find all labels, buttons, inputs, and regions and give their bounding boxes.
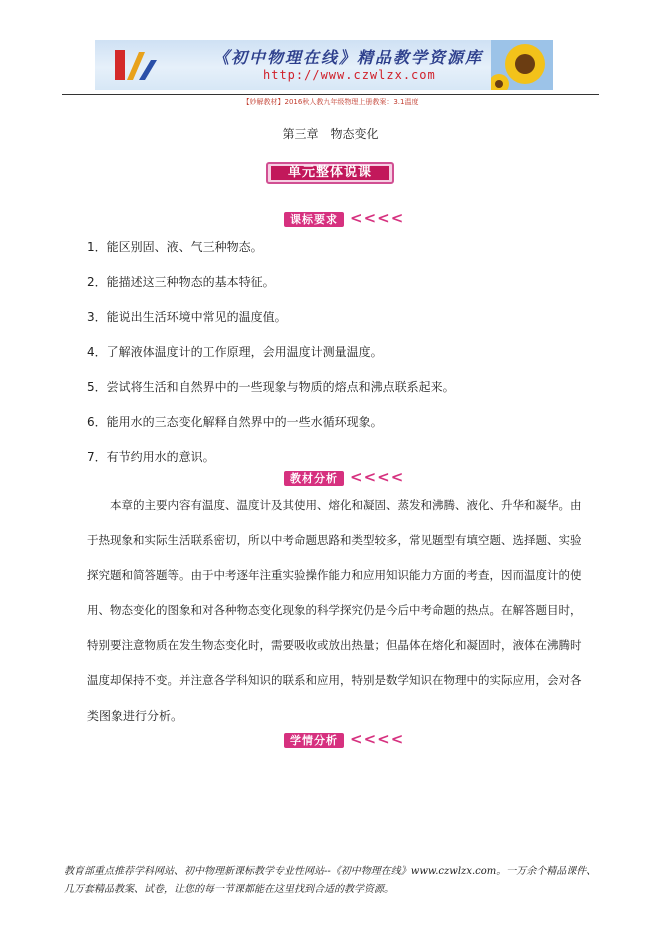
- analysis-line: 用、物态变化的图象和对各种物态变化现象的科学探究仍是今后中考命题的热点。在解答题目时，: [87, 603, 582, 617]
- chapter-heading: 第三章 物态变化: [282, 127, 379, 141]
- requirement-item: 4．了解液体温度计的工作原理，会用温度计测量温度。: [87, 345, 383, 359]
- requirement-item: 3．能说出生活环境中常见的温度值。: [87, 310, 287, 324]
- section-label-textbook: 教材分析: [284, 471, 344, 486]
- chevrons-icon: <<<<: [350, 468, 405, 486]
- section-label-students: 学情分析: [284, 733, 344, 748]
- header-divider: [62, 94, 599, 95]
- analysis-line: 于热现象和实际生活联系密切，所以中考命题思路和类型较多，常见题型有填空题、选择题、实验: [87, 533, 582, 547]
- requirement-item: 7．有节约用水的意识。: [87, 450, 215, 464]
- footer-line: 教育部重点推荐学科网站、初中物理新课标教学专业性网站--《初中物理在线》www.czwlzx.com。一万余个精品课件、: [64, 866, 597, 877]
- chevrons-icon: <<<<: [350, 209, 405, 227]
- header-banner: [95, 40, 553, 90]
- analysis-line: 类图象进行分析。: [87, 709, 184, 723]
- unit-overview-label: 单元整体说课: [271, 166, 389, 180]
- footer-line: 几万套精品教案、试卷，让您的每一节课都能在这里找到合适的教学资源。: [64, 884, 394, 895]
- analysis-line: 温度却保持不变。并注意各学科知识的联系和应用，特别是数学知识在物理中的实际应用，会对各: [87, 673, 582, 687]
- sunflower-icon: [491, 40, 553, 90]
- requirement-item: 2．能描述这三种物态的基本特征。: [87, 275, 275, 289]
- banner-title: 《初中物理在线》精品教学资源库: [213, 48, 484, 67]
- document-title: 【妙解教材】2016秋人教九年级物理上册教案：3.1温度: [242, 98, 419, 106]
- requirement-item: 5．尝试将生活和自然界中的一些现象与物质的熔点和沸点联系起来。: [87, 380, 455, 394]
- site-logo-icon: [109, 46, 165, 84]
- analysis-line: 本章的主要内容有温度、温度计及其使用、熔化和凝固、蒸发和沸腾、液化、升华和凝华。由: [87, 498, 582, 512]
- requirement-item: 1．能区别固、液、气三种物态。: [87, 240, 263, 254]
- analysis-line: 探究题和简答题等。由于中考逐年注重实验操作能力和应用知识能力方面的考查，因而温度计的使: [87, 568, 582, 582]
- chevrons-icon: <<<<: [350, 730, 405, 748]
- requirement-item: 6．能用水的三态变化解释自然界中的一些水循环现象。: [87, 415, 383, 429]
- banner-url[interactable]: http://www.czwlzx.com: [263, 68, 436, 82]
- analysis-line: 特别要注意物质在发生物态变化时，需要吸收或放出热量；但晶体在熔化和凝固时，液体在沸腾时: [87, 638, 582, 652]
- section-label-standards: 课标要求: [284, 212, 344, 227]
- unit-overview-banner: [266, 162, 394, 184]
